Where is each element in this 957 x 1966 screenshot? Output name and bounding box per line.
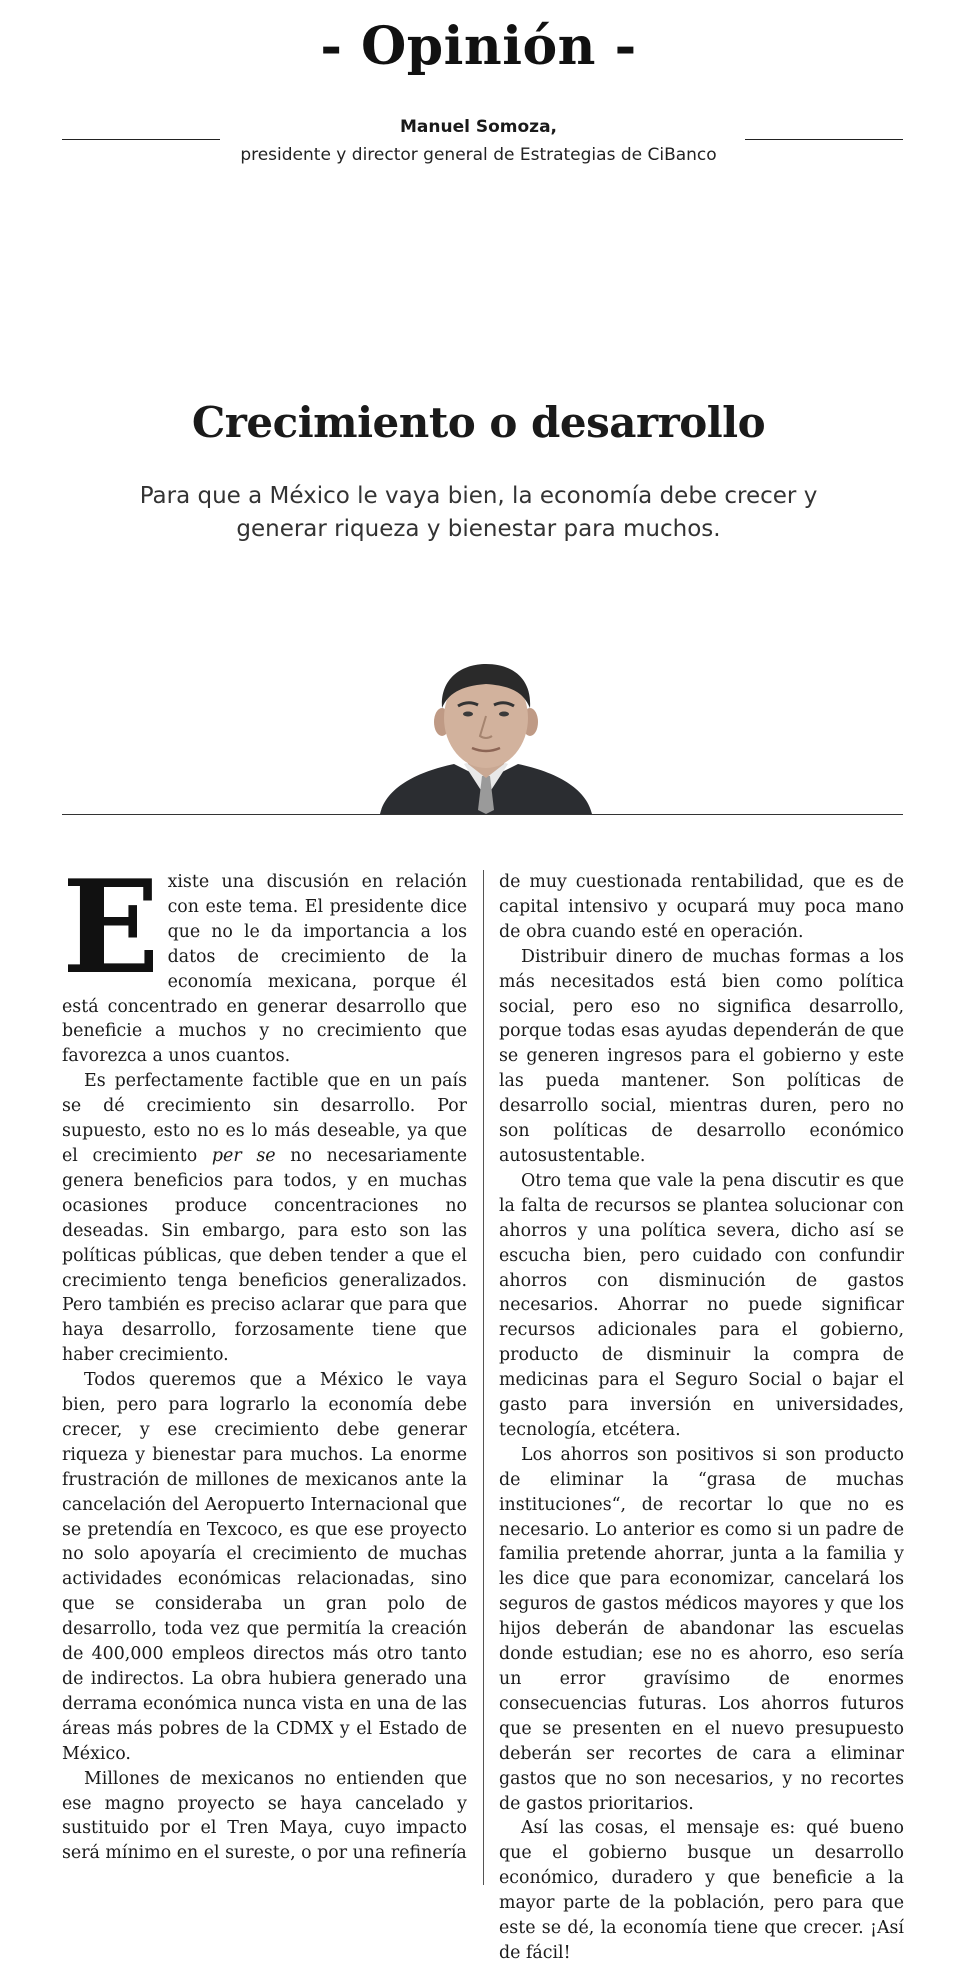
author-role: presidente y director general de Estrategias de CiBanco — [240, 145, 717, 165]
drop-cap: E — [62, 853, 160, 1003]
paragraph-text: xiste una discusión en relación con este tema. El presidente dice que no le da importancia a los datos de crecimiento de la economía mexicana, porque él está concentrado en generar desarrollo que beneficie a muchos y no crecimiento que favorezca a unos cuantos. — [62, 872, 467, 1067]
author-name: Manuel Somoza, — [399, 117, 557, 137]
italic-phrase: per se — [211, 1145, 276, 1166]
paragraph: Otro tema que vale la pena discutir es que la falta de recursos se plantea solucionar con ahorros y una política severa, dicho así se escucha bien, pero cuidado con confundir ahorros con disminución de gastos necesarios. Ahorrar no puede significar recursos adicionales para el gobierno, producto de disminuir la compra de medicinas para el Seguro Social o bajar el gasto para inversión en universidades, tecnología, etcétera. — [499, 1170, 904, 1440]
paragraph: Los ahorros son positivos si son producto de eliminar la “grasa de muchas instituciones“, de recortar lo que no es necesario. Lo anterior es como si un padre de familia pretende ahorrar, junta a la familia y les dice que para economizar, cancelará los seguros de gastos médicos mayores y que los hijos deberán de abandonar las escuelas donde estudian; ese no es ahorro, eso sería un error gravísimo de enormes consecuencias futuras. Los ahorros futuros que se presenten en el nuevo presupuesto deberán ser recortes de cara a eliminar gastos que no son necesarios, y no recortes de gastos prioritarios. — [499, 1444, 904, 1814]
paragraph: Distribuir dinero de muchas formas a los más necesitados está bien como política social, pero eso no significa desarrollo, porque todas esas ayudas dependerán de que se generen ingresos para el gobierno y este las pueda mantener. Son políticas de desarrollo social, mientras duren, pero no son políticas de desarrollo económico autosustentable. — [499, 946, 904, 1166]
article-subhead: Para que a México le vaya bien, la economía debe crecer y generar riqueza y bienestar para muchos. — [139, 483, 818, 542]
article-headline: Crecimiento o desarrollo — [191, 398, 766, 447]
paragraph-text: no necesariamente genera beneficios para todos, y en muchas ocasiones produce concentraciones no deseadas. Sin embargo, para esto son las políticas públicas, que deben tender a que el crecimiento tenga beneficios generalizados. Pero también es preciso aclarar que para que haya desarrollo, forzosamente tiene que haber crecimiento. — [62, 1145, 467, 1366]
column-divider — [483, 870, 484, 1885]
article-column-1 — [62, 853, 467, 1866]
paragraph — [62, 1069, 467, 1368]
paragraph: Millones de mexicanos no entienden que ese magno proyecto se haya cancelado y sustituido por el Tren Maya, cuyo impacto será mínimo en el sureste, o por una refinería — [62, 1768, 467, 1864]
article-column-2 — [499, 870, 904, 1966]
paragraph-text: Es perfectamente factible que en un país se dé crecimiento sin desarrollo. Por supuesto, esto no es lo más deseable, ya que el crecimiento — [62, 1071, 467, 1166]
paragraph: de muy cuestionada rentabilidad, que es de capital intensivo y ocupará muy poca mano de obra cuando esté en operación. — [499, 872, 904, 942]
paragraph: Todos queremos que a México le vaya bien, pero para lograrlo la economía debe crecer, y ese crecimiento debe generar riqueza y bienestar para muchos. La enorme frustración de millones de mexicanos ante la cancelación del Aeropuerto Internacional que se pretendía en Texcoco, es que ese proyecto no solo apoyaría el crecimiento de muchas actividades económicas relacionadas, sino que se consideraba un gran polo de desarrollo, toda vez que permitía la creación de 400,000 empleos directos más otro tanto de indirectos. La obra hubiera generado una derrama económica nunca vista en una de las áreas más pobres de la CDMX y el Estado de México. — [62, 1370, 467, 1764]
author-portrait — [376, 660, 596, 814]
section-title: - Opinión - — [320, 16, 637, 77]
paragraph — [62, 853, 467, 1069]
header-rule-right — [745, 139, 903, 140]
header-rule-left — [62, 139, 220, 140]
portrait-baseline-rule — [62, 814, 903, 815]
paragraph: Así las cosas, el mensaje es: qué bueno que el gobierno busque un desarrollo económico, duradero y que beneficie a la mayor parte de la población, pero para que este se dé, la economía tiene que crecer. ¡Así de fácil! — [499, 1818, 904, 1963]
